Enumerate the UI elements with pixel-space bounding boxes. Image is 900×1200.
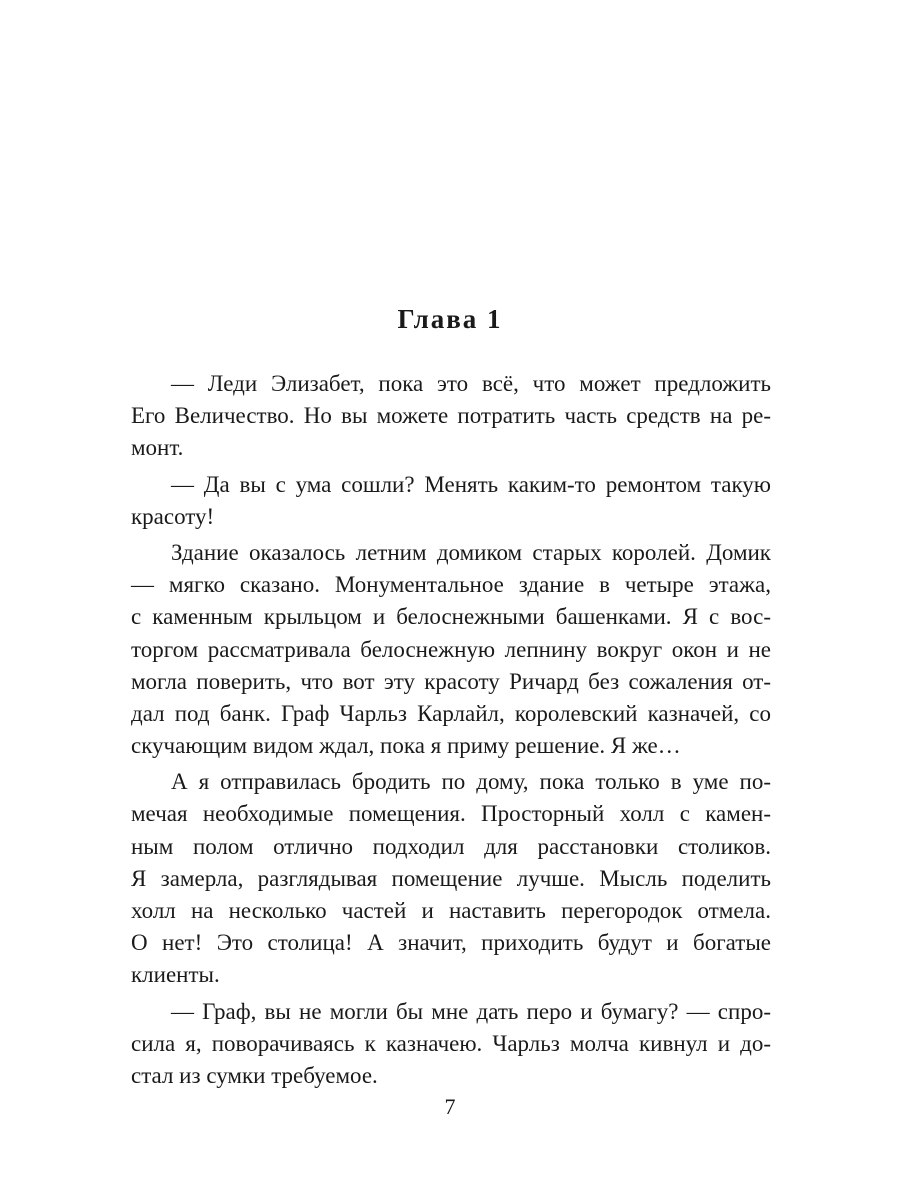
- text-line: сила я, поворачиваясь к казначею. Чарльз молча кивнул и до-: [131, 1030, 771, 1056]
- text-line: клиенты.: [131, 962, 220, 988]
- text-line: монт.: [131, 435, 184, 461]
- text-line: — Леди Элизабет, пока это всё, что может предложить: [171, 371, 771, 396]
- page-number: 7: [444, 1094, 456, 1119]
- text-line: Его Величество. Но вы можете потратить часть средств на ре-: [131, 403, 771, 429]
- chapter-title: Глава 1: [397, 304, 503, 334]
- text-line: мечая необходимые помещения. Просторный холл с камен-: [131, 801, 771, 827]
- text-line: Здание оказалось летним домиком старых королей. Домик: [171, 539, 771, 565]
- text-line: дал под банк. Граф Чарльз Карлайл, королевский казначей, со: [131, 700, 771, 726]
- text-line: холл на несколько частей и наставить перегородок отмела.: [131, 898, 771, 923]
- text-line: О нет! Это столица! А значит, приходить будут и богатые: [131, 930, 771, 956]
- text-line: — Граф, вы не могли бы мне дать перо и бумагу? — спро-: [171, 998, 771, 1024]
- text-line: — Да вы с ума сошли? Менять каким-то ремонтом такую: [171, 471, 771, 497]
- text-line: красоту!: [131, 503, 215, 529]
- text-line: — мягко сказано. Монументальное здание в четыре этажа,: [131, 572, 771, 598]
- chapter-text: [131, 368, 771, 1092]
- text-line: стал из сумки требуемое.: [131, 1062, 378, 1088]
- text-line: А я отправилась бродить по дому, пока только в уме по-: [171, 769, 771, 795]
- text-line: Я замерла, разглядывая помещение лучше. Мысль поделить: [131, 865, 771, 891]
- text-line: торгом рассматривала белоснежную лепнину вокруг окон и не: [131, 636, 771, 662]
- text-line: с каменным крыльцом и белоснежными башенками. Я с вос-: [131, 604, 771, 630]
- text-line: ным полом отлично подходил для расстановки столиков.: [131, 833, 771, 859]
- text-line: могла поверить, что вот эту красоту Ричард без сожаления от-: [131, 668, 771, 694]
- text-line: скучающим видом ждал, пока я приму решение. Я же…: [131, 733, 681, 759]
